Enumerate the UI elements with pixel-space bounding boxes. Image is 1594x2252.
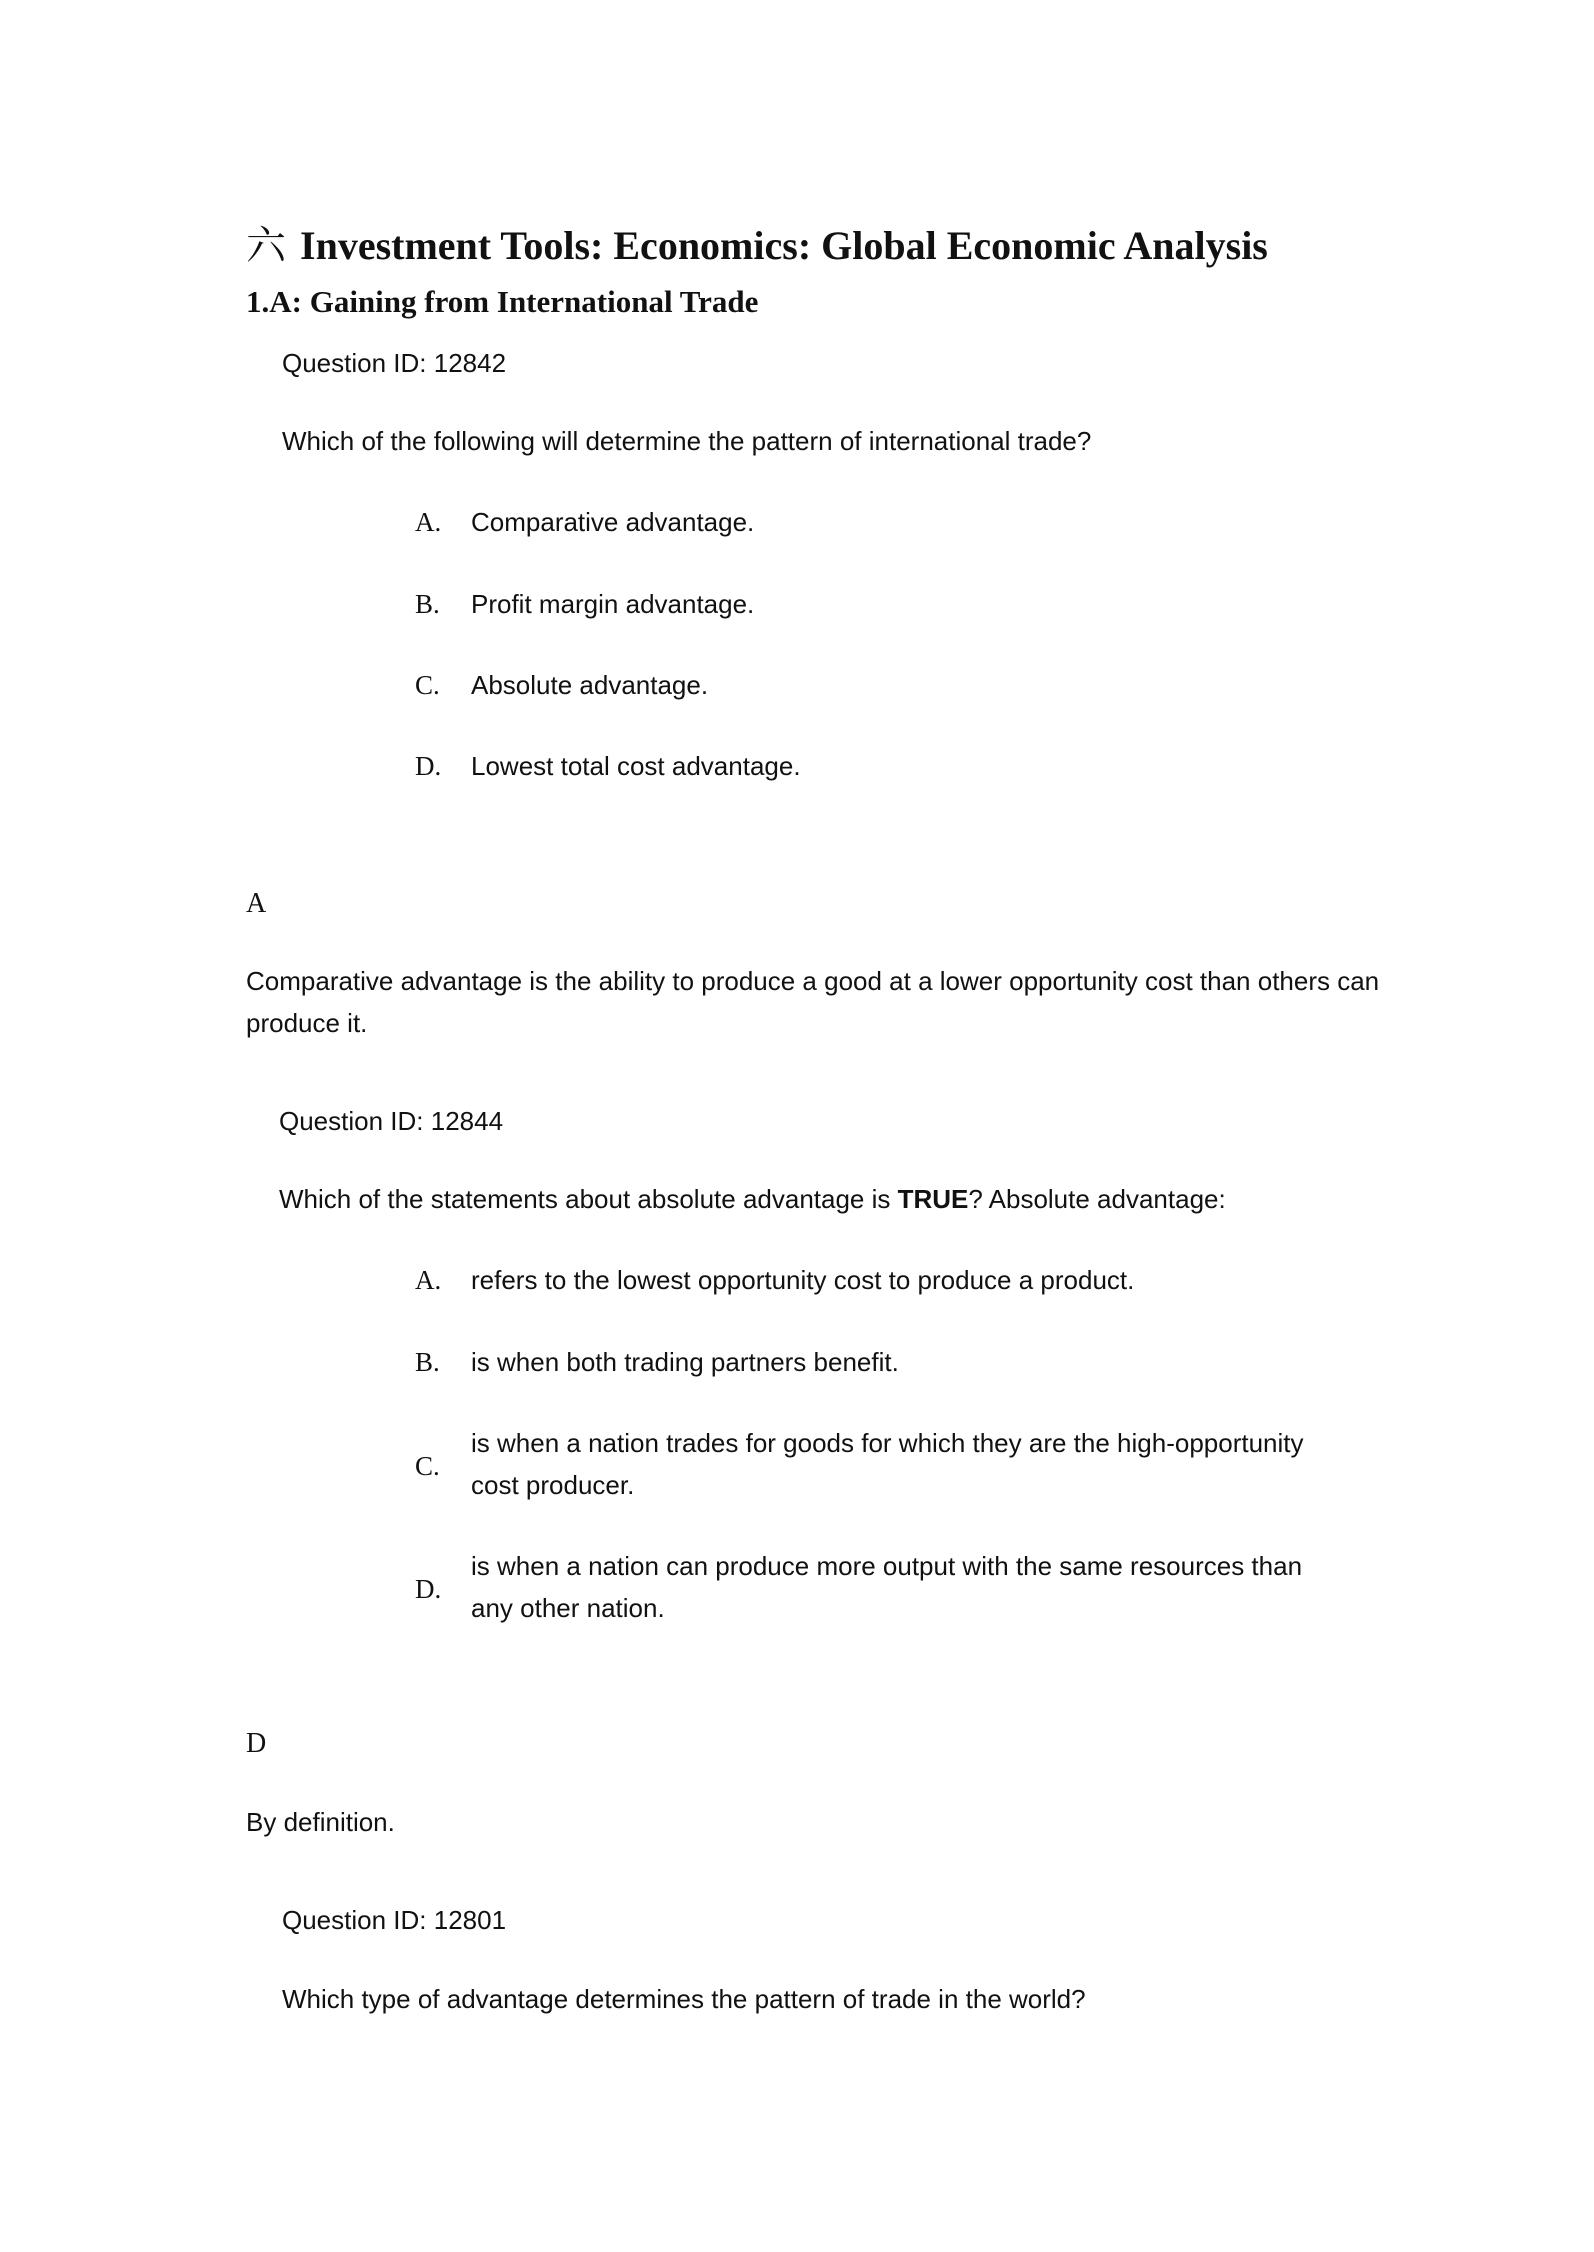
option-text: is when a nation trades for goods for which they are the high-opportunity cost producer. [471, 1428, 1304, 1500]
answer-letter: D [246, 1728, 267, 1759]
answer-explanation: By definition. [246, 1807, 395, 1837]
answer-letter: A [246, 888, 267, 919]
option-letter: B. [415, 1347, 440, 1377]
option-letter: C. [415, 1451, 440, 1481]
title-glyph: 六 [246, 223, 286, 268]
option-letter: C. [415, 670, 440, 700]
option-text: Comparative advantage. [471, 507, 755, 537]
question-text [279, 1184, 1226, 1215]
question-text-emphasis: TRUE [897, 1184, 969, 1214]
question-id: Question ID: 12801 [282, 1905, 507, 1935]
title-text: Investment Tools: Economics: Global Economic Analysis [300, 223, 1268, 268]
question-text-part: ? Absolute advantage: [968, 1184, 1226, 1214]
option-letter: D. [415, 1574, 442, 1604]
option-text: Profit margin advantage. [471, 589, 755, 619]
question-id: Question ID: 12844 [279, 1106, 504, 1136]
question-text: Which type of advantage determines the pattern of trade in the world? [282, 1984, 1086, 2014]
option-text: is when a nation can produce more output with the same resources than any other nation. [471, 1551, 1303, 1623]
question-text-part: Which of the statements about absolute advantage is [279, 1184, 898, 1214]
option-letter: B. [415, 589, 440, 619]
option-letter: A. [415, 507, 442, 537]
document-title [246, 214, 1268, 271]
option-letter: D. [415, 751, 442, 781]
option-text: is when both trading partners benefit. [471, 1347, 899, 1377]
answer-explanation: Comparative advantage is the ability to produce a good at a lower opportunity cost than others can produce it. [246, 966, 1380, 1038]
option-text: Absolute advantage. [471, 670, 709, 700]
option-letter: A. [415, 1265, 442, 1295]
section-subtitle: 1.A: Gaining from International Trade [246, 284, 759, 319]
option-text: Lowest total cost advantage. [471, 751, 801, 781]
question-text: Which of the following will determine the pattern of international trade? [282, 426, 1092, 456]
question-id: Question ID: 12842 [282, 348, 507, 378]
option-text: refers to the lowest opportunity cost to produce a product. [471, 1265, 1135, 1295]
